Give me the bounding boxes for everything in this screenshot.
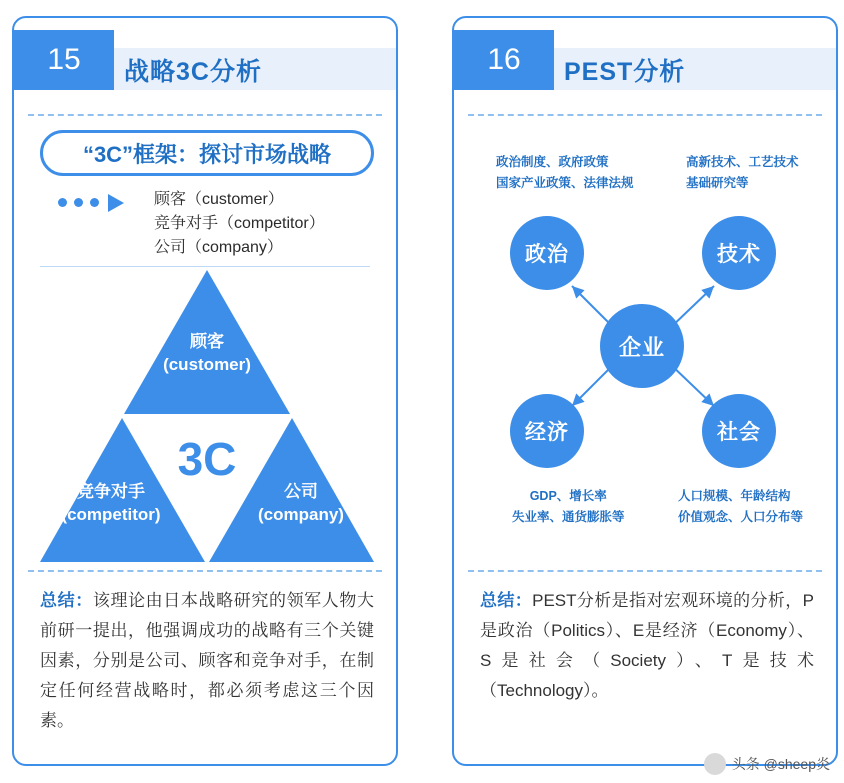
note-technological: [686, 152, 799, 194]
dot-icon: [74, 198, 83, 207]
bullet-arrow-icon: [58, 194, 136, 212]
three-c-list: [154, 188, 384, 260]
triangle-label-customer: [147, 330, 267, 376]
note-technological-line1: 高新技术、工艺技术: [686, 155, 799, 169]
dot-icon: [58, 198, 67, 207]
note-economic-line2: 失业率、通货膨胀等: [512, 510, 625, 524]
left-header-divider: [28, 114, 382, 116]
card-pest: [452, 16, 838, 766]
framework-pill: [40, 130, 374, 176]
left-card-header: [14, 18, 396, 90]
triangle-label-company-en: (company): [258, 505, 344, 524]
note-political-line2: 国家产业政策、法律法规: [496, 176, 634, 190]
triangle-center-label: 3C: [177, 433, 237, 485]
node-political: 政治: [510, 216, 584, 290]
left-summary-text: 该理论由日本战略研究的领军人物大前研一提出，他强调成功的战略有三个关键因素，分别是公司、顾客和竞争对手，在制定任何经营战略时，都必须考虑这三个因素。: [40, 591, 375, 730]
node-enterprise: 企业: [600, 304, 684, 388]
note-social-line2: 价值观念、人口分布等: [678, 510, 804, 524]
note-political-line1: 政治制度、政府政策: [496, 155, 609, 169]
three-c-triangle-diagram: [40, 270, 374, 562]
triangle-label-company: [236, 480, 366, 526]
dot-icon: [90, 198, 99, 207]
note-economic-line1: GDP、增长率: [529, 489, 607, 503]
card-strategy-3c: [12, 16, 398, 766]
right-summary-divider: [468, 570, 822, 572]
triangle-label-competitor-cn: 竞争对手: [77, 482, 145, 501]
node-social: 社会: [702, 394, 776, 468]
node-economic: 经济: [510, 394, 584, 468]
left-card-number: 15: [14, 30, 114, 90]
list-item: 公司（company）: [154, 239, 283, 256]
triangle-label-customer-cn: 顾客: [190, 332, 224, 351]
list-item: 顾客（customer）: [154, 191, 284, 208]
triangle-label-customer-en: (customer): [163, 355, 251, 374]
list-item: 竞争对手（competitor）: [154, 215, 325, 232]
framework-label: “3C”框架：探讨市场战略: [82, 141, 332, 167]
arrow-right-icon: [108, 194, 124, 212]
note-political: [496, 152, 634, 194]
node-technological: 技术: [702, 216, 776, 290]
right-card-header: [454, 18, 836, 90]
right-summary-label: 总结：: [480, 591, 533, 610]
note-social: [678, 486, 803, 528]
note-social-line1: 人口规模、年龄结构: [678, 489, 791, 503]
right-summary-text: PEST分析是指对宏观环境的分析，P是政治（Politics）、E是经济（Economy）、S是社会（Society）、T是技术（Technology）。: [480, 591, 814, 700]
triangle-label-competitor: [46, 480, 176, 526]
left-summary-label: 总结：: [40, 591, 93, 610]
left-card-title: 战略3C分析: [124, 58, 262, 86]
right-summary: [480, 586, 814, 706]
watermark-text: 头条 @sheep炎: [731, 756, 830, 772]
left-summary-divider: [28, 570, 382, 572]
note-economic: [512, 486, 625, 528]
left-summary: [40, 586, 374, 736]
triangle-label-company-cn: 公司: [284, 482, 318, 501]
section-rule: [40, 266, 370, 267]
watermark: [704, 753, 830, 775]
triangle-label-competitor-en: (competitor): [61, 505, 161, 524]
right-card-title: PEST分析: [564, 58, 686, 86]
note-technological-line2: 基础研究等: [686, 176, 749, 190]
right-header-divider: [468, 114, 822, 116]
right-card-number: 16: [454, 30, 554, 90]
watermark-logo-icon: [704, 753, 726, 775]
pest-diagram: [464, 122, 830, 562]
